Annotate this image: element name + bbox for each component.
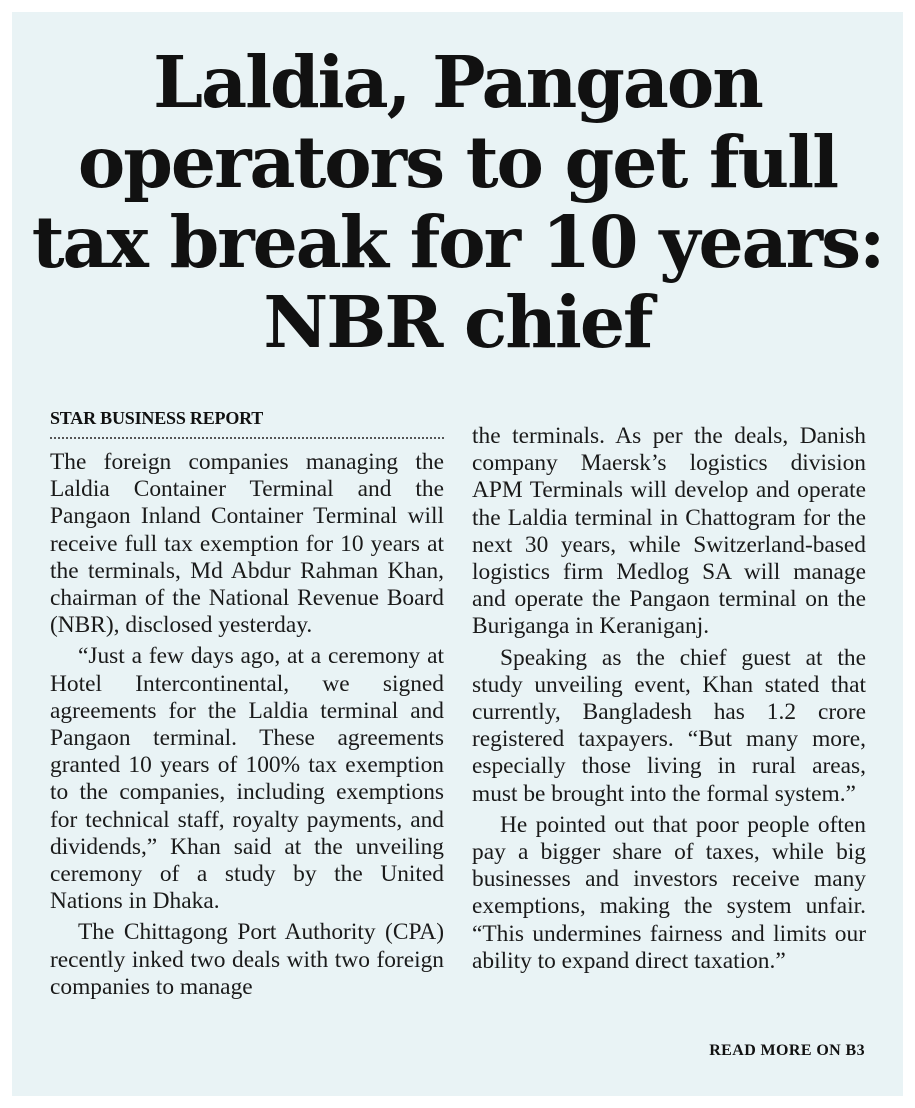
paragraph: He pointed out that poor people often pay a bigger share of taxes, while big businesses and investors receive many exemptions, making the system unfair. “This undermines fairness and limits our ability to expand direct taxation.” [472, 811, 866, 974]
paragraph: The Chittagong Port Authority (CPA) recently inked two deals with two foreign companies to manage [50, 919, 444, 1000]
paragraph: The foreign companies managing the Laldia Container Terminal and the Pangaon Inland Container Terminal will receive full tax exemption for 10 years at the terminals, Md Abdur Rahman Khan, chairman of the National Revenue Board (NBR), disclosed yesterday. [50, 449, 444, 639]
paragraph: the terminals. As per the deals, Danish company Maersk’s logistics division APM Terminals will develop and operate the Laldia terminal in Chattogram for the next 30 years, while Switzerland-based logistics firm Medlog SA will manage and operate the Pangaon terminal on the Buriganga in Keraniganj. [472, 423, 866, 640]
news-clipping [12, 12, 903, 1096]
byline: STAR BUSINESS REPORT [50, 408, 264, 428]
column-right [472, 423, 866, 975]
headline: Laldia, Pangaon operators to get full tax break for 10 years: NBR chief [31, 40, 884, 364]
paragraph: “Just a few days ago, at a ceremony at Hotel Intercontinental, we signed agreements for the Laldia terminal and Pangaon terminal. These agreements granted 10 years of 100% tax exemption to the companies, including exemptions for technical staff, royalty payments, and dividends,” Khan said at the unveiling ceremony of a study by the United Nations in Dhaka. [50, 643, 444, 915]
byline-divider [50, 437, 444, 439]
read-more-link: READ MORE ON B3 [709, 1042, 865, 1059]
column-left [50, 407, 444, 1001]
paragraph: Speaking as the chief guest at the study unveiling event, Khan stated that currently, Bangladesh has 1.2 crore registered taxpayers. “But many more, especially those living in rural areas, must be brought into the formal system.” [472, 644, 866, 807]
